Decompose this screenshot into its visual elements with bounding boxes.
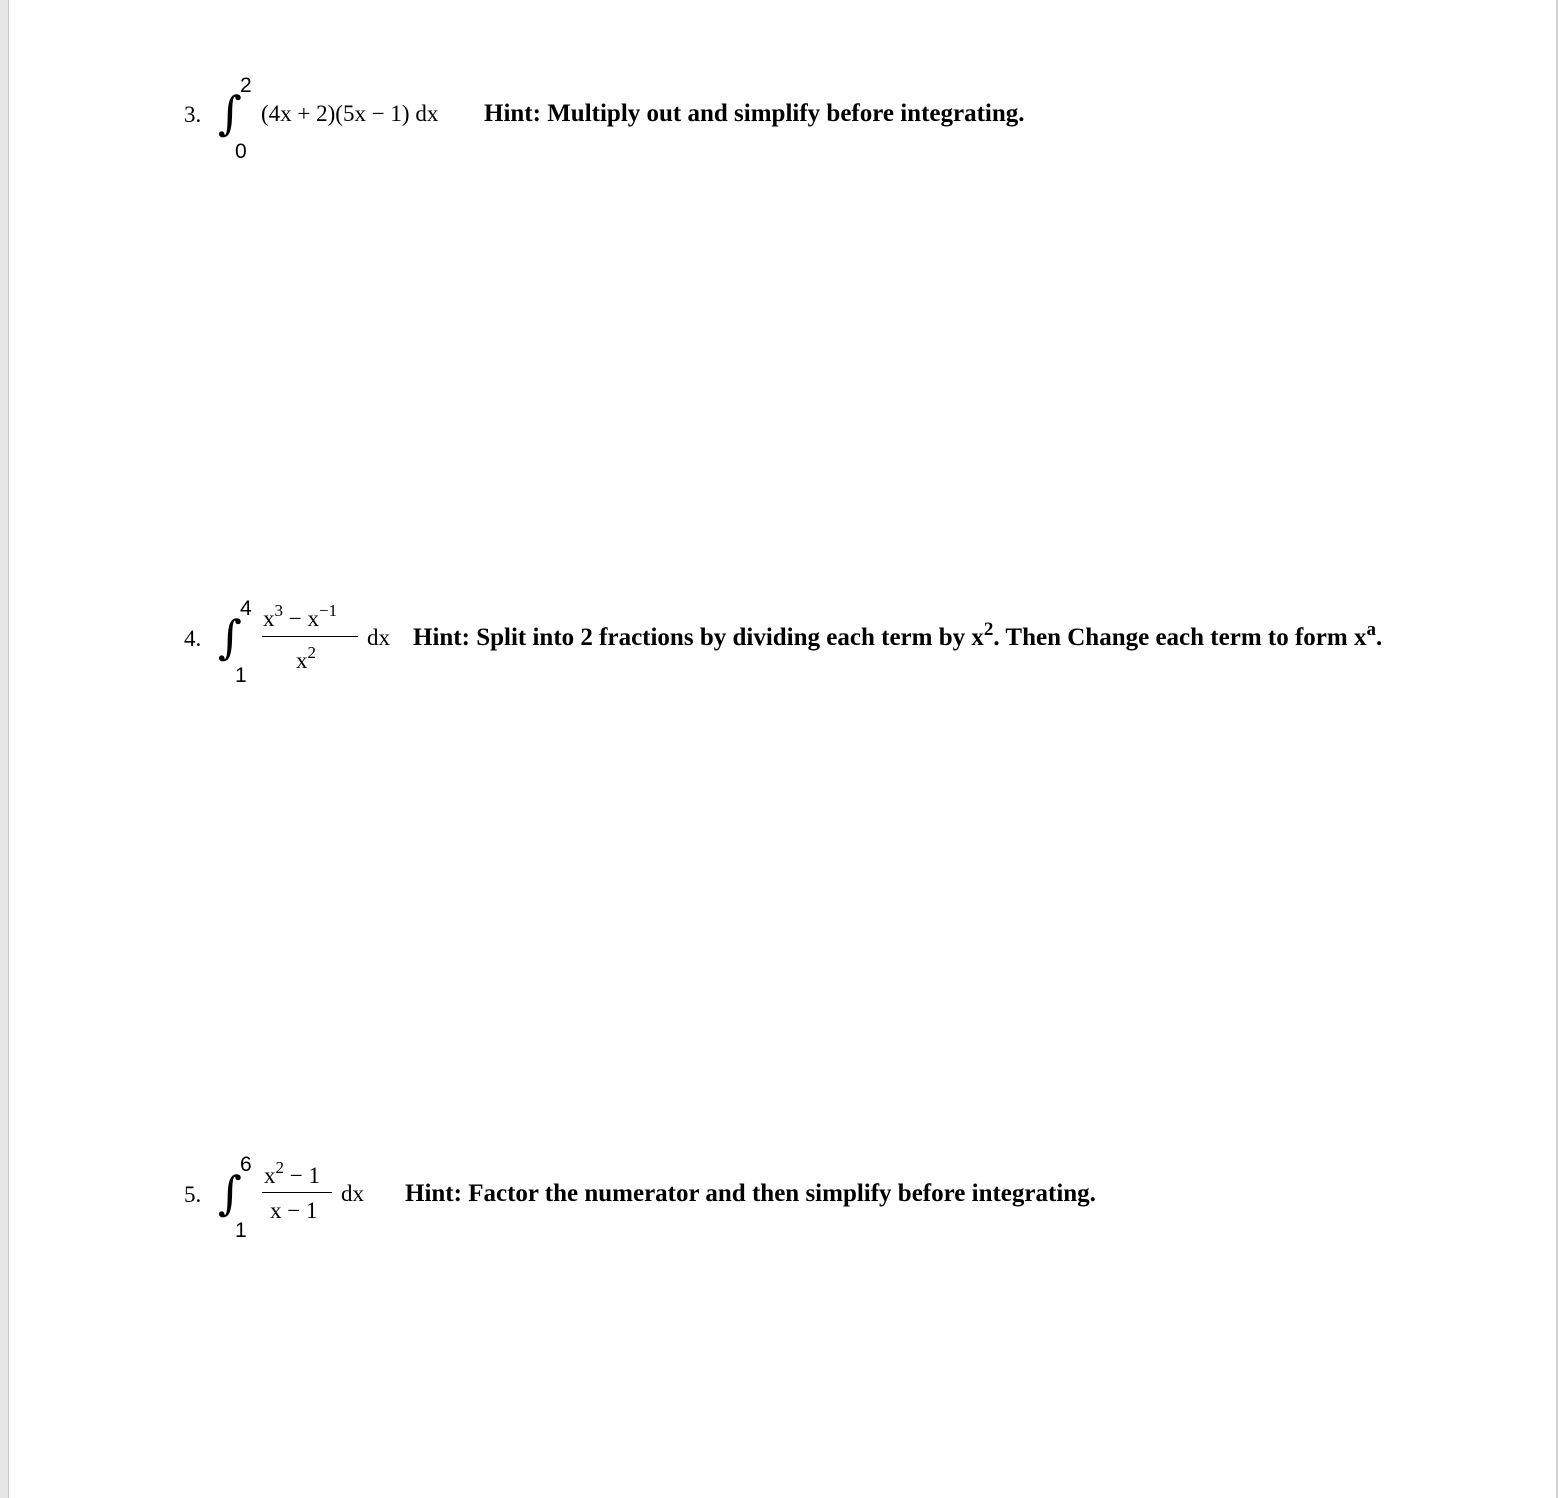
lower-limit: 1 — [235, 1219, 247, 1242]
hint-part-1: Hint: Split into 2 fractions by dividing each term by x — [413, 624, 984, 651]
hint-text: Hint: Multiply out and simplify before integrating. — [484, 100, 1025, 127]
denominator — [296, 643, 316, 674]
numerator-middle: − x — [283, 606, 319, 631]
numerator-variable: x — [264, 1163, 276, 1188]
integrand: (4x + 2)(5x − 1) dx — [261, 101, 439, 126]
upper-limit: 2 — [240, 74, 252, 97]
numerator-variable: x — [263, 606, 275, 631]
hint-text: Hint: Factor the numerator and then simplify before integrating. — [405, 1180, 1096, 1207]
page-left-edge — [0, 0, 9, 1498]
numerator-exponent: 2 — [275, 1158, 284, 1177]
upper-limit: 6 — [240, 1153, 252, 1176]
integral-sign: ∫ — [218, 86, 242, 140]
denominator: x − 1 — [270, 1198, 318, 1223]
hint-exponent-2: a — [1366, 619, 1376, 640]
numerator — [263, 601, 338, 632]
integral-sign: ∫ — [218, 610, 242, 664]
denominator-variable: x — [296, 648, 308, 673]
differential: dx — [341, 1181, 364, 1206]
integral-sign: ∫ — [218, 1166, 242, 1220]
hint-text — [413, 619, 1383, 652]
problem-number: 3. — [184, 102, 202, 127]
hint-exponent-1: 2 — [983, 619, 994, 640]
problem-number: 5. — [184, 1182, 202, 1207]
lower-limit: 0 — [235, 140, 247, 163]
lower-limit: 1 — [235, 664, 247, 687]
numerator-rest: − 1 — [284, 1163, 320, 1188]
numerator — [264, 1158, 320, 1189]
hint-part-2: . Then Change each term to form x — [993, 624, 1367, 651]
fraction-bar — [262, 636, 358, 637]
differential: dx — [367, 625, 390, 650]
numerator-exponent-2: −1 — [318, 601, 338, 620]
problem-number: 4. — [184, 626, 202, 651]
numerator-exponent-1: 3 — [274, 601, 283, 620]
denominator-exponent: 2 — [307, 643, 316, 662]
hint-part-3: . — [1375, 624, 1383, 651]
fraction-bar — [262, 1192, 332, 1193]
upper-limit: 4 — [240, 597, 252, 620]
